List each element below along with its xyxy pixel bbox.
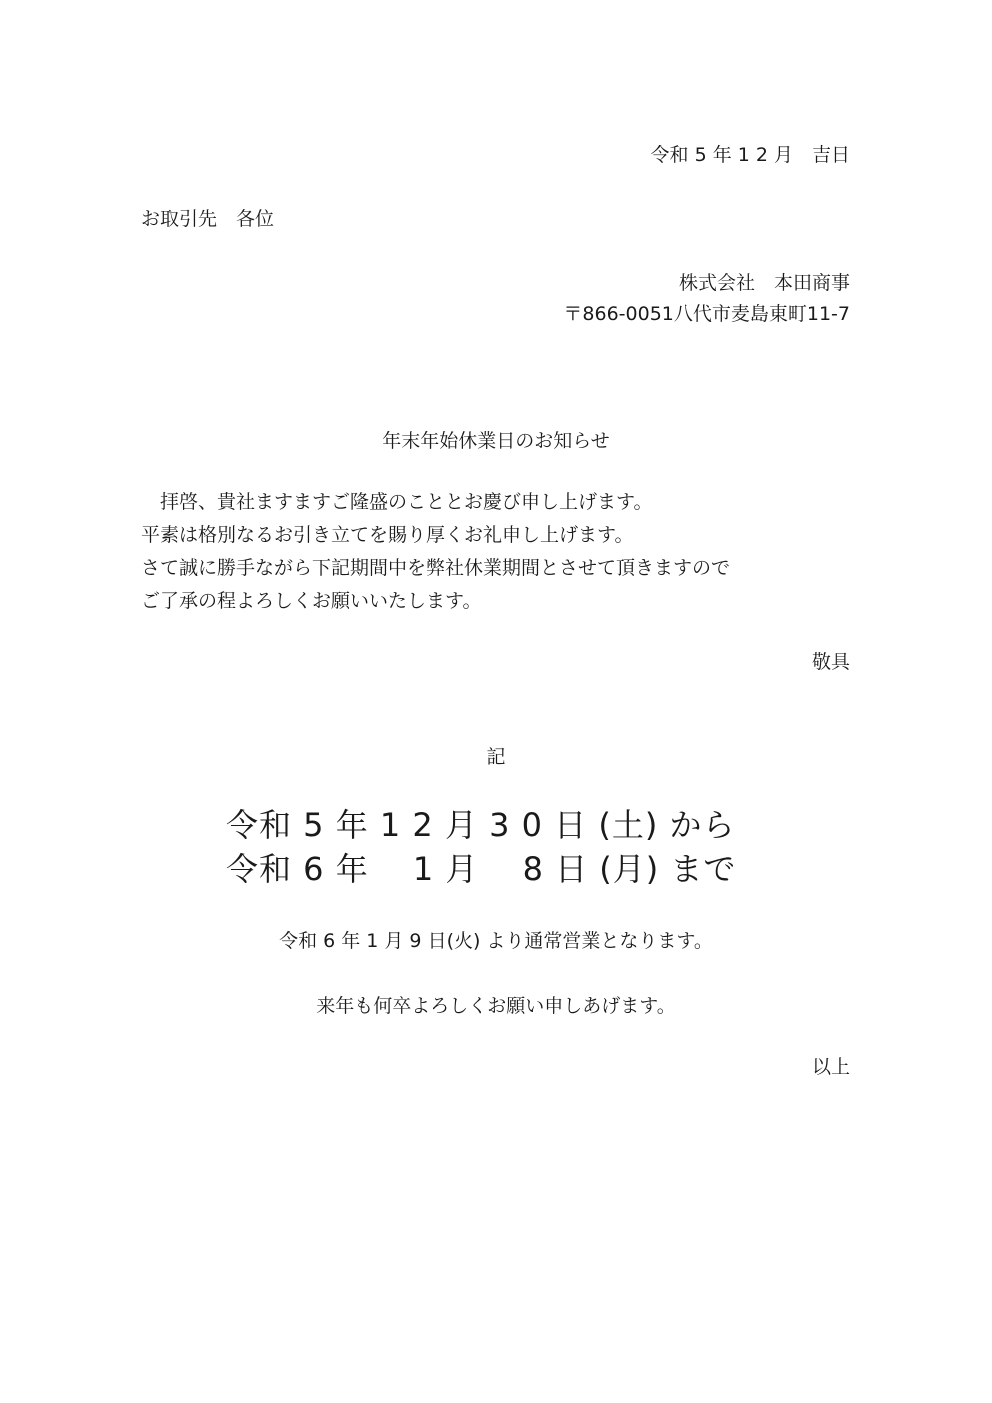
new-year-greeting: 来年も何卒よろしくお願い申しあげます。: [316, 995, 676, 1017]
closing-ijou: 以上: [811, 1056, 850, 1078]
closure-period-start: 令和 5 年 1 2 月 3 0 日 (土) から: [226, 806, 736, 844]
notice-title: 年末年始休業日のお知らせ: [382, 430, 610, 452]
closing-keigu: 敬具: [811, 651, 850, 673]
body-line-3: さて誠に勝手ながら下記期間中を弊社休業期間とさせて頂きますので: [141, 557, 731, 579]
sender-address: 〒866-0051八代市麦島東町11-7: [563, 303, 850, 325]
body-line-1: 拝啓、貴社ますますご隆盛のこととお慶び申し上げます。: [141, 491, 653, 513]
recipient-line: お取引先 各位: [141, 208, 275, 230]
document-date: 令和 5 年 1 2 月 吉日: [650, 144, 850, 166]
ki-heading: 記: [486, 746, 506, 768]
closure-period-end: 令和 6 年 1 月 8 日 (月) まで: [226, 850, 737, 888]
body-line-2: 平素は格別なるお引き立てを賜り厚くお礼申し上げます。: [141, 524, 634, 546]
sender-company: 株式会社 本田商事: [678, 272, 850, 294]
body-line-4: ご了承の程よろしくお願いいたします。: [141, 590, 482, 612]
resume-business-line: 令和 6 年 1 月 9 日(火) より通常営業となります。: [279, 930, 713, 952]
